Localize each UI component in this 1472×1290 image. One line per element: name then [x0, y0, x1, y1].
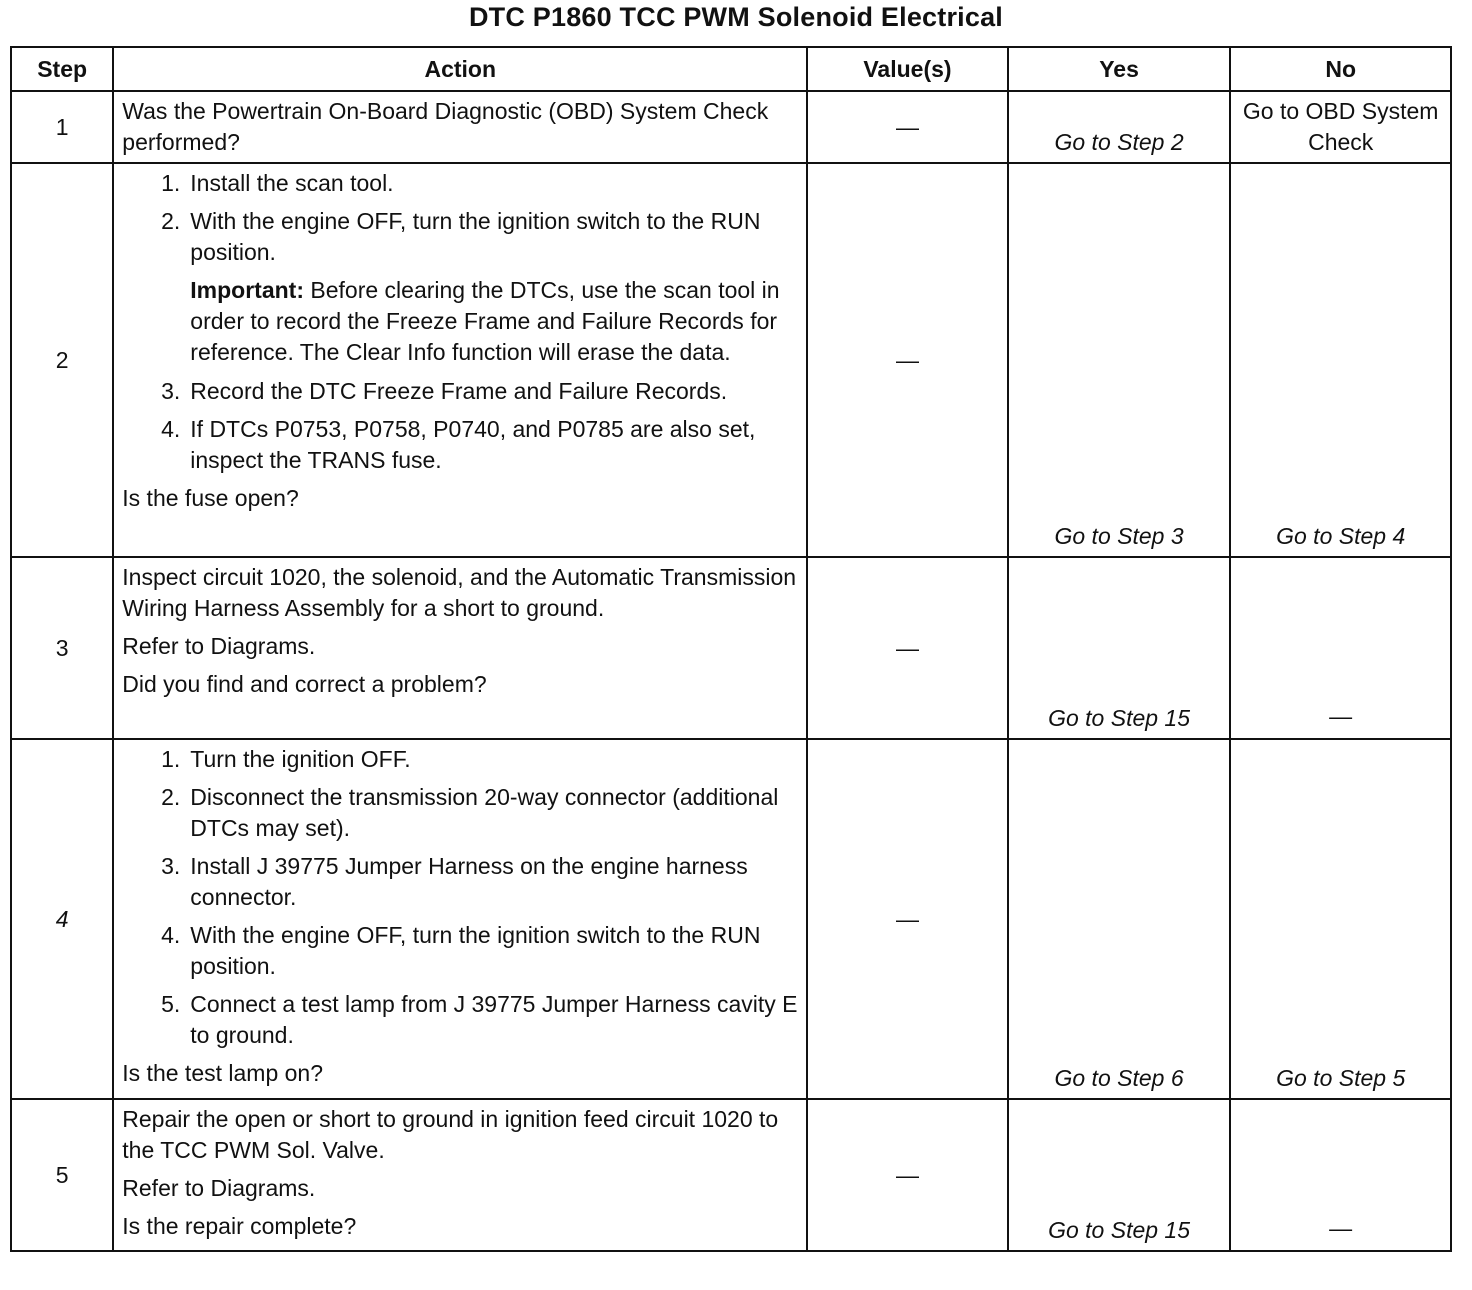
- value-cell: —: [807, 163, 1008, 557]
- action-text: Refer to Diagrams.: [122, 1175, 316, 1201]
- yes-cell: [1008, 739, 1231, 1099]
- action-step: 3. Record the DTC Freeze Frame and Failure Records.: [161, 378, 728, 404]
- step-number: 4: [11, 739, 113, 1099]
- header-row: [11, 47, 1451, 91]
- header-step: Step: [11, 47, 113, 91]
- action-step: 4. With the engine OFF, turn the ignition switch to the RUN position.: [161, 922, 761, 979]
- action-cell: [113, 1099, 807, 1251]
- table-row: [11, 163, 1451, 557]
- page-title: DTC P1860 TCC PWM Solenoid Electrical: [468, 2, 1004, 32]
- step-number: 5: [11, 1099, 113, 1251]
- step-number: 3: [11, 557, 113, 739]
- no-cell: [1230, 91, 1451, 163]
- yes-result: Go to Step 15: [1048, 705, 1191, 731]
- action-text: Inspect circuit 1020, the solenoid, and the Automatic Transmission Wiring Harness Assembly for a short to ground.: [122, 564, 797, 621]
- header-no: No: [1230, 47, 1451, 91]
- no-result: Go to Step 5: [1276, 1065, 1406, 1091]
- action-question: Is the test lamp on?: [122, 1060, 324, 1086]
- no-result: Go to OBD System Check: [1242, 98, 1439, 155]
- action-step: 5. Connect a test lamp from J 39775 Jumper Harness cavity E to ground.: [161, 991, 798, 1048]
- table-row: [11, 91, 1451, 163]
- step-number: 2: [11, 163, 113, 557]
- action-step: 4. If DTCs P0753, P0758, P0740, and P0785 are also set, inspect the TRANS fuse.: [161, 416, 756, 473]
- no-cell: [1230, 739, 1451, 1099]
- important-note: Important: Before clearing the DTCs, use the scan tool in order to record the Freeze Frame and Failure Records for reference. The Clear Info function will erase the data.: [190, 277, 780, 365]
- action-step: 1. Turn the ignition OFF.: [161, 746, 411, 772]
- action-question: Did you find and correct a problem?: [122, 671, 487, 697]
- no-result: —: [1329, 703, 1353, 729]
- value-cell: —: [807, 557, 1008, 739]
- step-number: 1: [11, 91, 113, 163]
- value-cell: —: [807, 1099, 1008, 1251]
- no-result: —: [1329, 1215, 1353, 1241]
- value-cell: —: [807, 91, 1008, 163]
- yes-result: Go to Step 6: [1054, 1065, 1184, 1091]
- yes-result: Go to Step 2: [1054, 129, 1184, 155]
- yes-result: Go to Step 3: [1054, 523, 1184, 549]
- action-step: 1. Install the scan tool.: [161, 170, 394, 196]
- no-cell: [1230, 163, 1451, 557]
- yes-cell: [1008, 163, 1231, 557]
- action-step: 2. With the engine OFF, turn the ignition switch to the RUN position.: [161, 208, 761, 265]
- action-question: Is the fuse open?: [122, 485, 299, 511]
- table-row: [11, 557, 1451, 739]
- yes-cell: [1008, 1099, 1231, 1251]
- yes-cell: [1008, 91, 1231, 163]
- yes-result: Go to Step 15: [1048, 1217, 1191, 1243]
- no-cell: [1230, 1099, 1451, 1251]
- no-cell: [1230, 557, 1451, 739]
- action-text: Refer to Diagrams.: [122, 633, 316, 659]
- header-values: Value(s): [807, 47, 1008, 91]
- action-cell: [113, 739, 807, 1099]
- header-yes: Yes: [1008, 47, 1231, 91]
- yes-cell: [1008, 557, 1231, 739]
- action-question: Is the repair complete?: [122, 1213, 357, 1239]
- action-cell: [113, 163, 807, 557]
- action-text: Repair the open or short to ground in ignition feed circuit 1020 to the TCC PWM Sol. Valve.: [122, 1106, 779, 1163]
- action-step: 3. Install J 39775 Jumper Harness on the engine harness connector.: [161, 853, 748, 910]
- no-result: Go to Step 4: [1276, 523, 1406, 549]
- action-cell: [113, 557, 807, 739]
- action-step: 2. Disconnect the transmission 20-way connector (additional DTCs may set).: [161, 784, 779, 841]
- table-row: [11, 739, 1451, 1099]
- action-text: Was the Powertrain On-Board Diagnostic (OBD) System Check performed?: [122, 98, 769, 155]
- table-row: [11, 1099, 1451, 1251]
- action-cell: [113, 91, 807, 163]
- header-action: Action: [113, 47, 807, 91]
- value-cell: —: [807, 739, 1008, 1099]
- diagnostic-table: [10, 46, 1452, 1252]
